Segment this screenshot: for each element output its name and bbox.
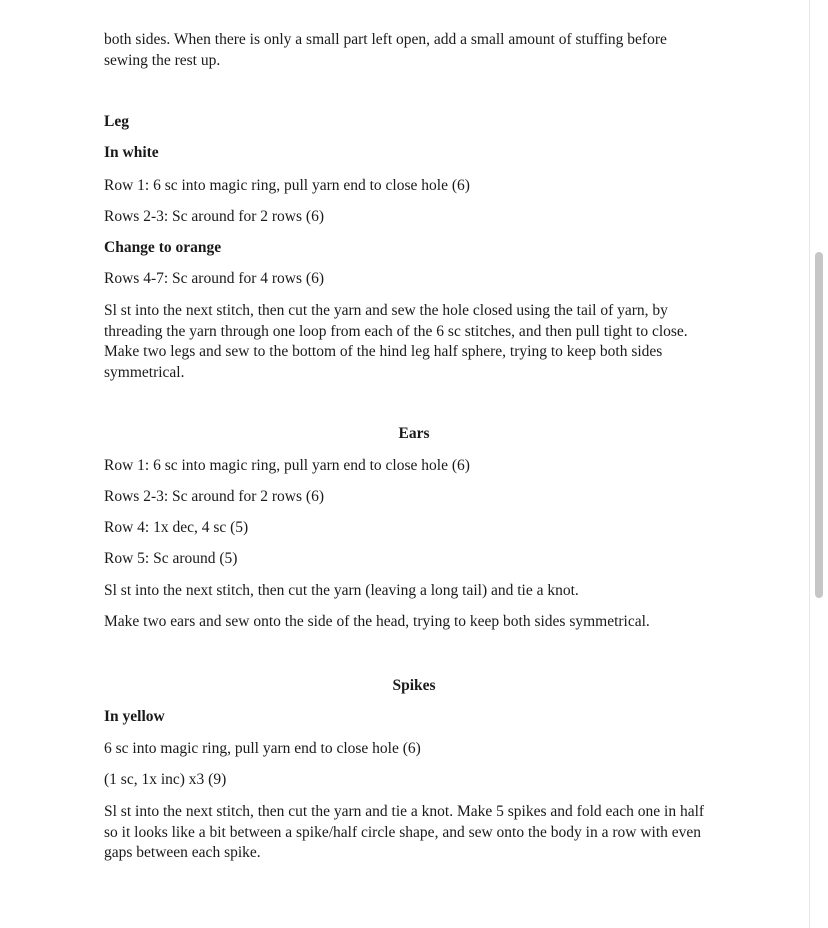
ears-finish-text-1: Sl st into the next stitch, then cut the yarn (leaving a long tail) and tie a knot. (104, 582, 579, 599)
page-edge-divider (809, 0, 810, 928)
spikes-step-1: 6 sc into magic ring, pull yarn end to close hole (6) (104, 740, 421, 757)
leg-rows-4-7: Rows 4-7: Sc around for 4 rows (6) (104, 270, 324, 287)
ears-finish-text-2: Make two ears and sew onto the side of the head, trying to keep both sides symmetrical. (104, 613, 650, 630)
leg-heading: Leg (104, 113, 129, 130)
ears-row-5: Row 5: Sc around (5) (104, 550, 238, 567)
scrollbar-thumb[interactable] (815, 252, 823, 598)
leg-finish-text: Sl st into the next stitch, then cut the yarn and sew the hole closed using the tail of yarn, by threading the yarn through one loop from each of the 6 sc stitches, and then pull tight to close. Make two legs and sew to the bottom of the hind leg half sphere, trying to keep both sides symmetrical. (104, 302, 688, 381)
leg-rows-2-3: Rows 2-3: Sc around for 2 rows (6) (104, 208, 324, 225)
leg-color-orange: Change to orange (104, 239, 222, 256)
leg-row-1: Row 1: 6 sc into magic ring, pull yarn end to close hole (6) (104, 177, 470, 194)
leg-color-white: In white (104, 144, 159, 161)
spikes-heading: Spikes (392, 677, 436, 694)
ears-row-1: Row 1: 6 sc into magic ring, pull yarn end to close hole (6) (104, 457, 470, 474)
intro-continuation-text: both sides. When there is only a small part left open, add a small amount of stuffing before sewing the rest up. (104, 31, 667, 69)
spikes-step-2: (1 sc, 1x inc) x3 (9) (104, 771, 227, 788)
spikes-color-yellow: In yellow (104, 708, 165, 725)
spikes-finish-text: Sl st into the next stitch, then cut the yarn and tie a knot. Make 5 spikes and fold each one in half so it looks like a bit between a spike/half circle shape, and sew onto the body in a row with even gaps between each spike. (104, 803, 705, 861)
ears-rows-2-3: Rows 2-3: Sc around for 2 rows (6) (104, 488, 324, 505)
ears-heading: Ears (398, 425, 430, 442)
ears-row-4: Row 4: 1x dec, 4 sc (5) (104, 519, 249, 536)
